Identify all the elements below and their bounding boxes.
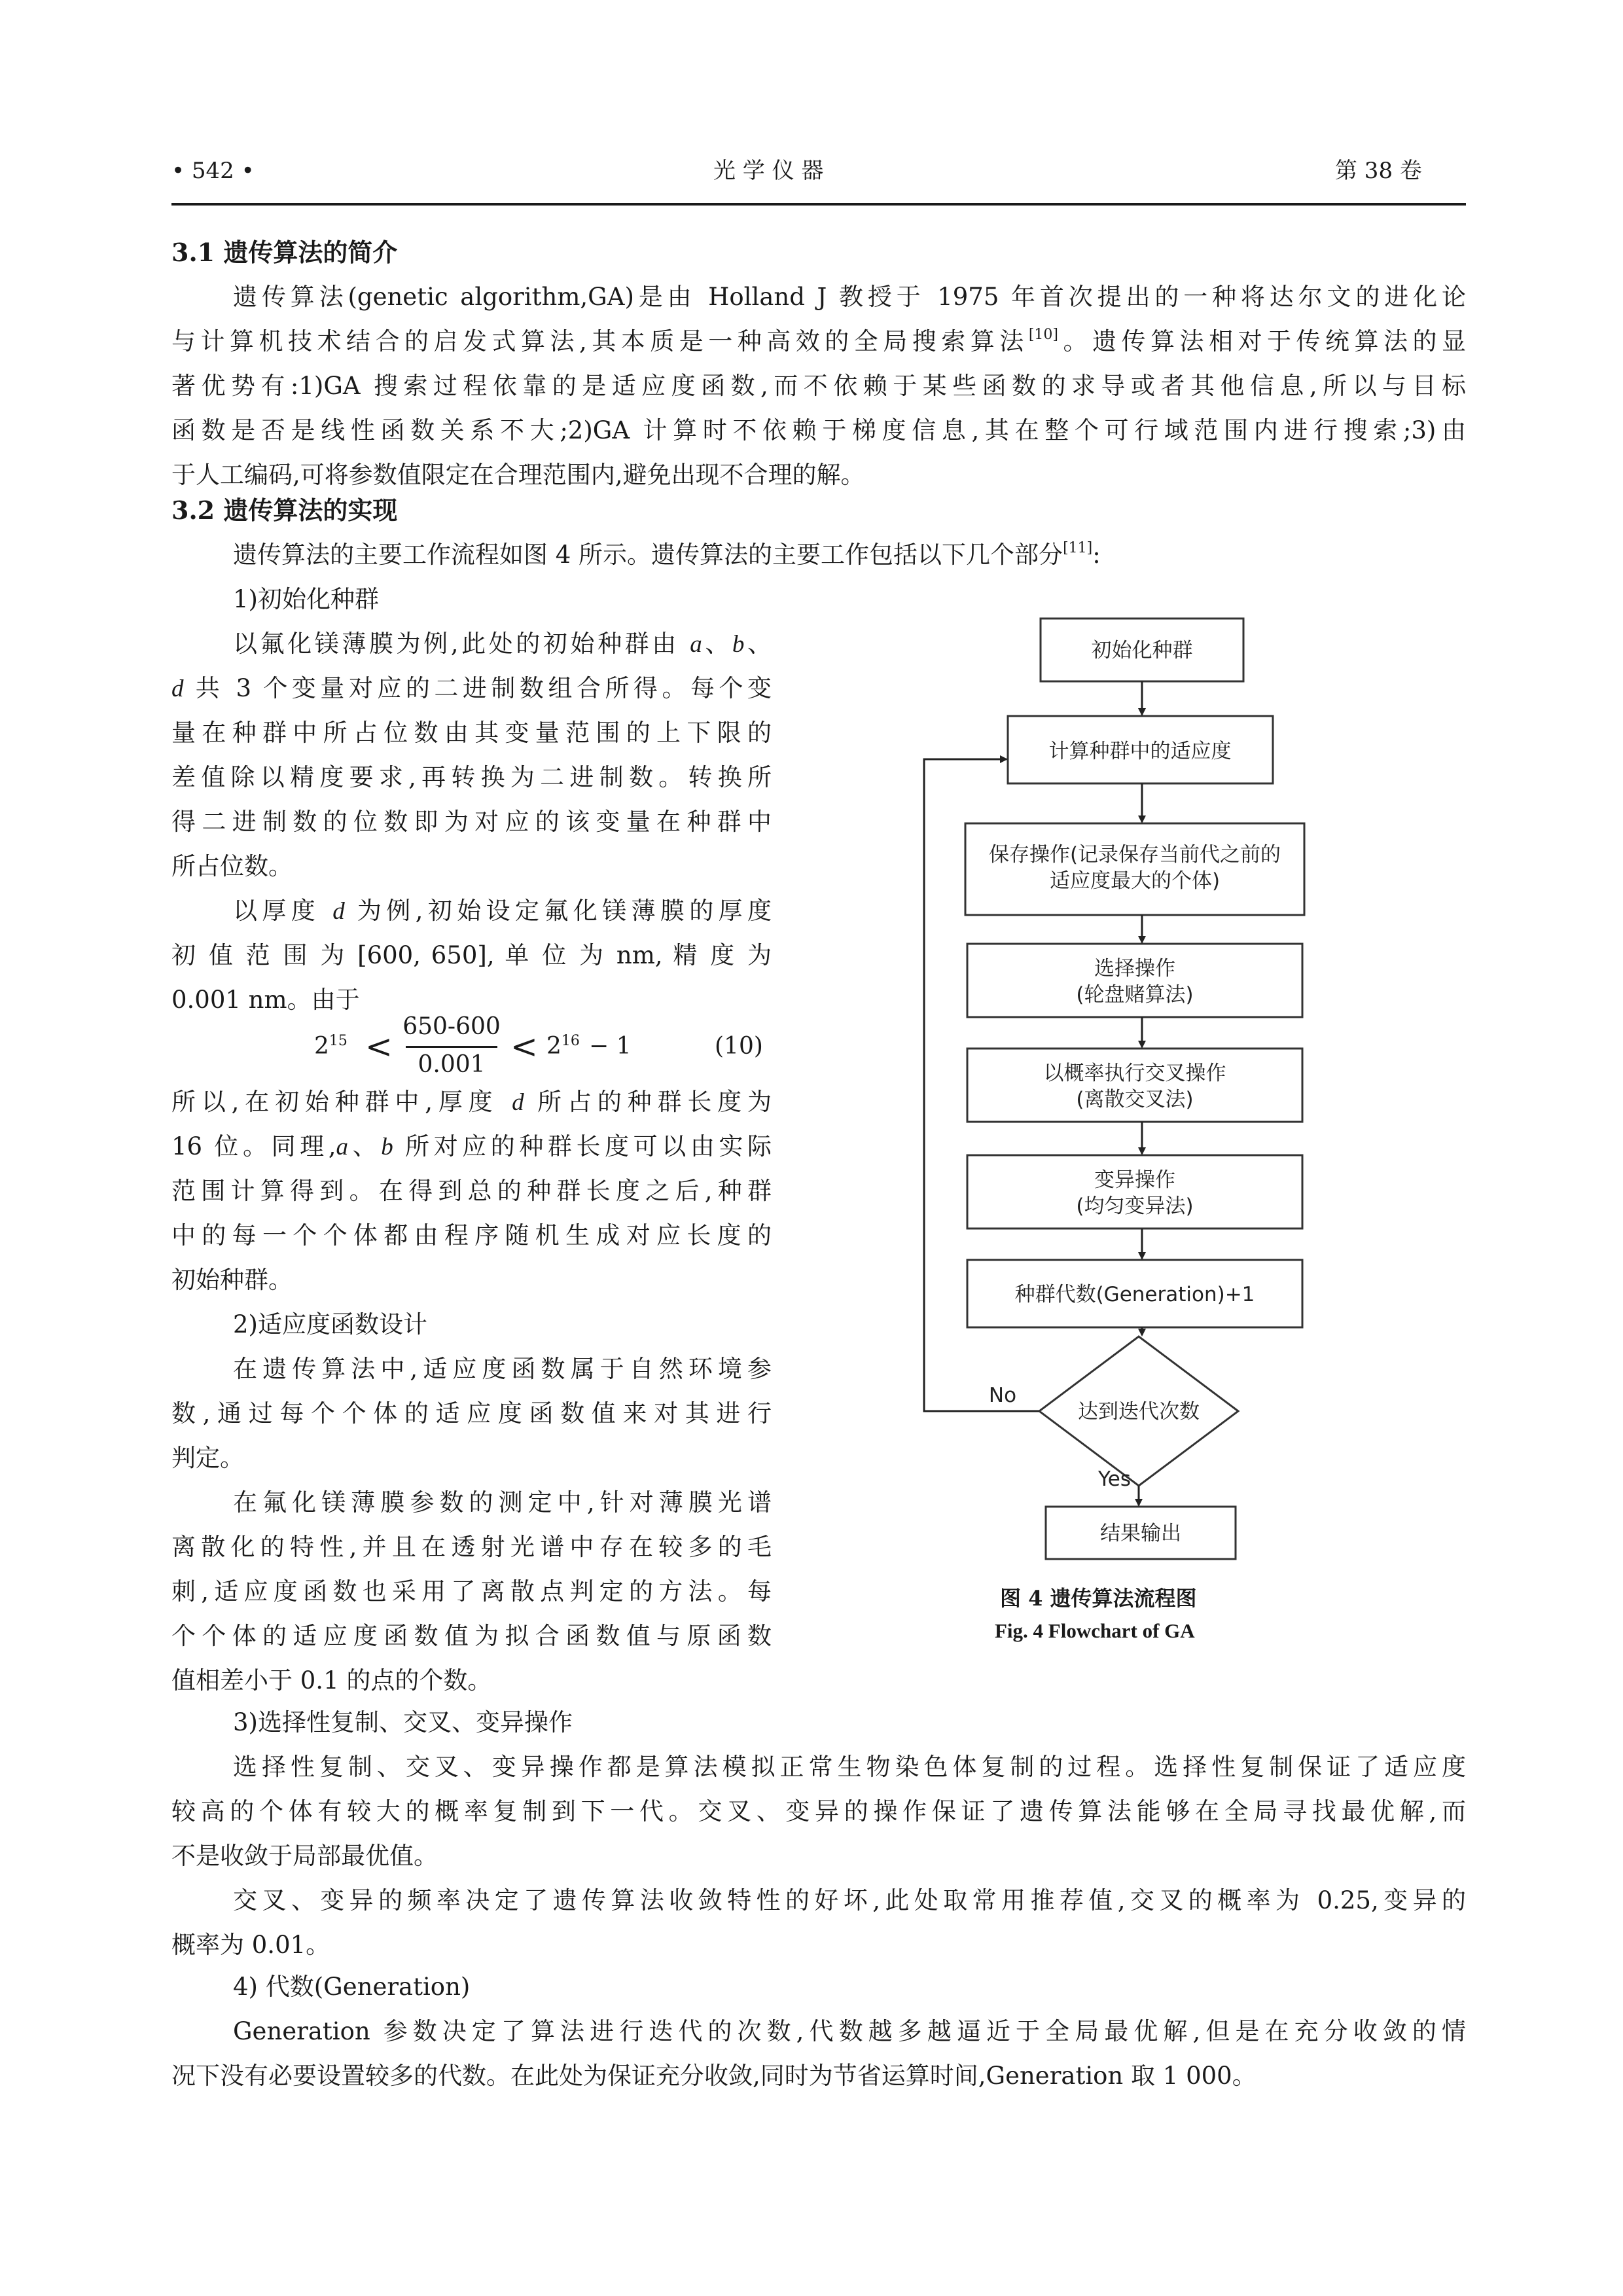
item-heading-4: 4) 代数(Generation) [233, 1973, 471, 2001]
node-label: 适应度最大的个体) [1049, 869, 1221, 893]
fraction-denominator: 0.001 [418, 1051, 486, 1078]
paragraph-line: 值相差小于 0.1 的点的个数。 [171, 1666, 492, 1695]
figure-caption-en: Fig. 4 Flowchart of GA [995, 1619, 1195, 1642]
item-heading-3: 3)选择性复制、交叉、变异操作 [233, 1708, 573, 1736]
paragraph-line: 遗传算法(genetic algorithm,GA)是由 Holland J 教授于 1975 年首次提出的一种将达尔文的进化论 [233, 283, 1466, 311]
paragraph-line: 刺,适应度函数也采用了离散点判定的方法。每 [171, 1577, 772, 1605]
paragraph-line: 个个体的适应度函数值为拟合函数值与原函数 [171, 1622, 772, 1650]
paragraph-line: 中的每一个个体都由程序随机生成对应长度的 [171, 1221, 772, 1249]
paragraph-line: 在遗传算法中,适应度函数属于自然环境参 [233, 1355, 772, 1383]
paragraph-line: 离散化的特性,并且在透射光谱中存在较多的毛 [171, 1533, 772, 1561]
page-number: • 542 • [171, 158, 255, 184]
paragraph-line: 况下没有必要设置较多的代数。在此处为保证充分收敛,同时为节省运算时间,Generation 取 1 000。 [171, 2062, 1257, 2090]
paragraph-line: 交叉、变异的频率决定了遗传算法收敛特性的好坏,此处取常用推荐值,交叉的概率为 0.25,变异的 [233, 1886, 1466, 1914]
fraction-numerator: 650-600 [402, 1013, 501, 1040]
paragraph-line: 概率为 0.01。 [171, 1931, 330, 1959]
paragraph-line: 于人工编码,可将参数值限定在合理范围内,避免出现不合理的解。 [171, 461, 865, 489]
branch-label-no: No [988, 1384, 1017, 1407]
node-label: 初始化种群 [1091, 639, 1193, 662]
paragraph-line: Generation 参数决定了算法进行迭代的次数,代数越多越逼近于全局最优解,但是在充分收敛的情 [233, 2017, 1466, 2045]
citation: [10] [1028, 327, 1058, 343]
paragraph-line: 得二进制数的位数即为对应的该变量在种群中 [171, 808, 772, 836]
section-heading-3-2: 3.2 遗传算法的实现 [171, 495, 398, 525]
paragraph-line: 以厚度 d 为例,初始设定氟化镁薄膜的厚度 [233, 897, 772, 925]
node-label: 选择操作 [1094, 957, 1175, 980]
item-heading-2: 2)适应度函数设计 [233, 1310, 427, 1338]
paragraph-line: 所以,在初始种群中,厚度 d 所占的种群长度为 [171, 1088, 772, 1116]
paragraph-line: 选择性复制、交叉、变异操作都是算法模拟正常生物染色体复制的过程。选择性复制保证了适应度 [233, 1753, 1466, 1781]
node-label: 以概率执行交叉操作 [1043, 1062, 1226, 1085]
paragraph-line: 数,通过每个个体的适应度函数值来对其进行 [171, 1399, 772, 1427]
equation-number: (10) [715, 1033, 763, 1060]
paragraph-line: 所占位数。 [171, 852, 293, 880]
node-label: 计算种群中的适应度 [1048, 740, 1232, 763]
node-label: 种群代数(Generation)+1 [1014, 1283, 1255, 1306]
paragraph-line: 遗传算法的主要工作流程如图 4 所示。遗传算法的主要工作包括以下几个部分[11]: [233, 540, 1101, 569]
paragraph-line: 判定。 [171, 1444, 244, 1472]
paragraph-line: 16 位。同理,a、b 所对应的种群长度可以由实际 [171, 1132, 772, 1160]
equation-10: $2^{15}$ < 650-600 0.001 < $2^{16}$ − 1 (10) [314, 1013, 763, 1078]
paragraph-line: 在氟化镁薄膜参数的测定中,针对薄膜光谱 [233, 1488, 772, 1516]
paragraph-line: 量在种群中所占位数由其变量范围的上下限的 [171, 719, 772, 747]
branch-label-yes: Yes [1097, 1467, 1132, 1491]
paragraph-line: 与计算机技术结合的启发式算法,其本质是一种高效的全局搜索算法[10]。遗传算法相对于传统算法的显 [171, 327, 1467, 355]
paragraph-line: d 共 3 个变量对应的二进制数组合所得。每个变 [171, 674, 772, 702]
paragraph-line: 以氟化镁薄膜为例,此处的初始种群由 a、b、 [233, 630, 772, 658]
paragraph-line: 差值除以精度要求,再转换为二进制数。转换所 [171, 763, 772, 791]
node-label: 变异操作 [1094, 1168, 1175, 1192]
header-rule [171, 203, 1466, 206]
journal-name: 光 学 仪 器 [713, 158, 824, 184]
paragraph-line: 较高的个体有较大的概率复制到下一代。交叉、变异的操作保证了遗传算法能够在全局寻找最优解,而 [171, 1797, 1466, 1825]
volume-number: 第 38 卷 [1335, 158, 1422, 184]
paragraph-line: 初 值 范 围 为 [600, 650], 单 位 为 nm, 精 度 为 [171, 941, 772, 969]
node-label: (均匀变异法) [1076, 1194, 1194, 1218]
paragraph-line: 范围计算得到。在得到总的种群长度之后,种群 [171, 1177, 772, 1205]
paragraph-line: 不是收敛于局部最优值。 [171, 1842, 438, 1870]
node-label: 达到迭代次数 [1078, 1400, 1200, 1424]
node-label: (离散交叉法) [1076, 1088, 1194, 1111]
figure-caption-cn: 图 4 遗传算法流程图 [1000, 1586, 1197, 1611]
node-label: 结果输出 [1100, 1522, 1181, 1545]
item-heading-1: 1)初始化种群 [233, 585, 379, 613]
paragraph-line: 初始种群。 [171, 1266, 293, 1294]
section-heading-3-1: 3.1 遗传算法的简介 [171, 238, 398, 267]
flowchart-ga [903, 602, 1322, 1623]
node-label: 保存操作(记录保存当前代之前的 [988, 843, 1281, 867]
citation: [11] [1063, 540, 1093, 556]
paragraph-line: 著优势有:1)GA 搜索过程依靠的是适应度函数,而不依赖于某些函数的求导或者其他信息,所以与目标 [171, 372, 1466, 400]
paragraph-line: 函数是否是线性函数关系不大;2)GA 计算时不依赖于梯度信息,其在整个可行域范围内进行搜索;3)由 [171, 416, 1466, 444]
paragraph-line: 0.001 nm。由于 [171, 986, 360, 1014]
node-label: (轮盘赌算法) [1076, 983, 1194, 1007]
